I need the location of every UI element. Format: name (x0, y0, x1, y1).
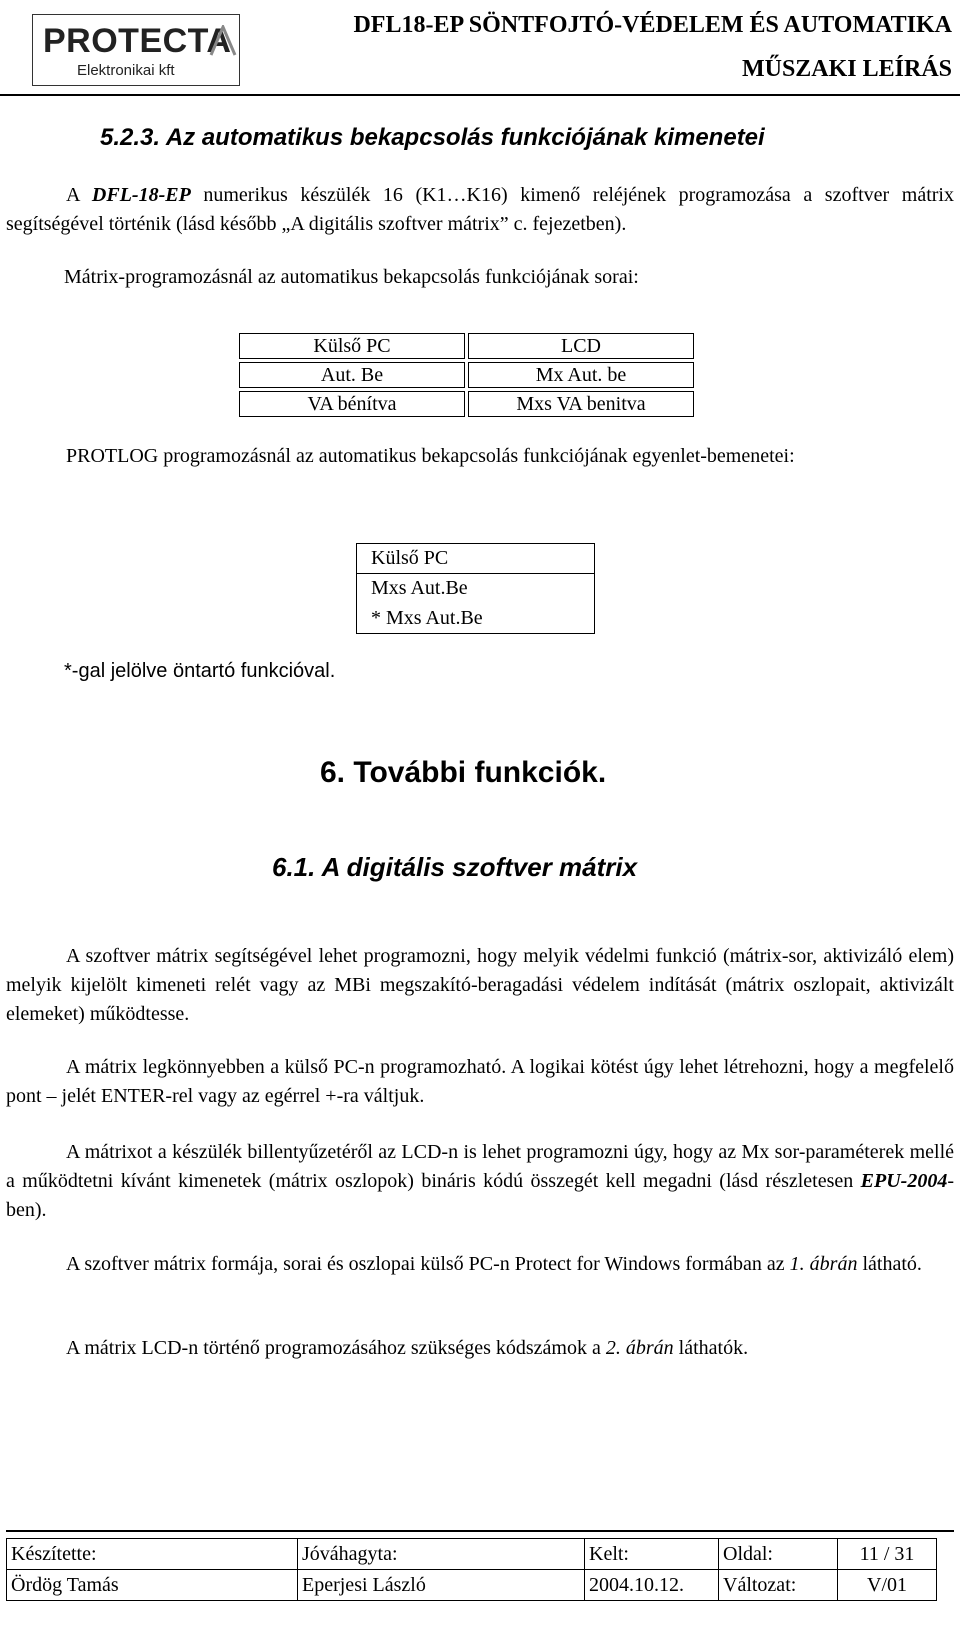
document-title: DFL18-EP SÖNTFOJTÓ-VÉDELEM ÉS AUTOMATIKA (353, 12, 952, 38)
footer-page-number: 11 / 31 (838, 1539, 937, 1570)
table-row (7, 1539, 937, 1570)
table-row (357, 544, 595, 574)
p5-text-b: láthatók. (673, 1337, 749, 1359)
footer-prepared-label: Készítette: (7, 1539, 298, 1570)
protlog-header: Külső PC (357, 544, 595, 574)
footer-table (6, 1538, 937, 1601)
table-cell: Mxs VA benitva (468, 391, 694, 417)
protlog-table (356, 543, 595, 634)
section-paragraph-2: Mátrix-programozásnál az automatikus bekapcsolás funkciójának sorai: (64, 266, 639, 288)
table-row (7, 1570, 937, 1601)
section-paragraph-3: PROTLOG programozásnál az automatikus bekapcsolás funkciójának egyenlet-bemenetei: (66, 445, 795, 467)
company-logo (32, 14, 240, 86)
epu-reference: EPU-2004 (860, 1170, 948, 1192)
chapter-paragraph-4 (6, 1250, 954, 1279)
header-divider (0, 94, 960, 96)
footer-author: Ördög Tamás (7, 1570, 298, 1601)
table-row (239, 362, 694, 388)
section-heading: 5.2.3. Az automatikus bekapcsolás funkciójának kimenetei (100, 124, 765, 151)
logo-subtitle: Elektronikai kft (77, 62, 175, 79)
chapter-paragraph-2: A mátrix legkönnyebben a külső PC-n programozható. A logikai kötést úgy lehet létrehozni, hogy a megfelelő pont – jelét ENTER-rel vagy az egérrel +-ra váltjuk. (6, 1056, 954, 1107)
figure-2-reference: 2. ábrán (605, 1337, 674, 1359)
p1-text-b: numerikus készülék 16 (K1…K16) kimenő reléjének programozása a szoftver mátrix segítségével történik (lásd később „A digitális szoftver mátrix” c. fejezetben). (6, 184, 954, 235)
device-name: DFL-18-EP (91, 184, 191, 206)
subsection-heading: 6.1. A digitális szoftver mátrix (272, 852, 638, 882)
footer-date-label: Kelt: (585, 1539, 719, 1570)
p3-text-b: -ben). (6, 1170, 954, 1221)
table-row (357, 604, 595, 634)
logo-mark-icon (209, 25, 237, 57)
footnote: *-gal jelölve öntartó funkcióval. (64, 660, 336, 682)
chapter-paragraph-5 (6, 1334, 954, 1363)
chapter-paragraph-3 (6, 1138, 954, 1225)
p4-text-a: A szoftver mátrix formája, sorai és oszlopai külső PC-n Protect for Windows formában az (66, 1253, 790, 1275)
p4-text-b: látható. (857, 1253, 922, 1275)
table-row (239, 333, 694, 359)
table-row (357, 574, 595, 604)
section-paragraph-1 (6, 181, 954, 239)
footer-divider (6, 1530, 954, 1532)
figure-1-reference: 1. ábrán (789, 1253, 858, 1275)
table-cell: Mx Aut. be (468, 362, 694, 388)
footer-date: 2004.10.12. (585, 1570, 719, 1601)
table-cell: Aut. Be (239, 362, 465, 388)
matrix-rows-table (236, 330, 697, 420)
document-subtitle: MŰSZAKI LEÍRÁS (741, 56, 952, 82)
footer-approved-label: Jóváhagyta: (298, 1539, 585, 1570)
footer-page-label: Oldal: (719, 1539, 838, 1570)
table-cell: Mxs Aut.Be (357, 574, 595, 604)
footer-version-label: Változat: (719, 1570, 838, 1601)
footer-approver: Eperjesi László (298, 1570, 585, 1601)
p3-text-a: A mátrixot a készülék billentyűzetéről az LCD-n is lehet programozni úgy, hogy az Mx sor-paraméterek mellé a működtetni kívánt kimenetek (mátrix oszlopok) bináris kódú összegét kell megadni (lásd részletesen (6, 1141, 954, 1192)
p1-text-a: A (66, 184, 92, 206)
footer-version: V/01 (838, 1570, 937, 1601)
logo-text: PROTECTA (43, 22, 232, 60)
table-cell: VA bénítva (239, 391, 465, 417)
matrix-header-pc: Külső PC (239, 333, 465, 359)
table-row (239, 391, 694, 417)
matrix-header-lcd: LCD (468, 333, 694, 359)
p5-text-a: A mátrix LCD-n történő programozásához szükséges kódszámok a (66, 1337, 606, 1359)
chapter-heading: 6. További funkciók. (320, 756, 607, 789)
chapter-paragraph-1: A szoftver mátrix segítségével lehet programozni, hogy melyik védelmi funkció (mátrix-sor, aktivizáló elem) melyik kijelölt kimeneti relét vagy az MBi megszakító-beragadási védelem indítását (mátrix oszlopait, aktivizált elemeket) működtesse. (6, 945, 954, 1025)
table-cell: * Mxs Aut.Be (357, 604, 595, 634)
